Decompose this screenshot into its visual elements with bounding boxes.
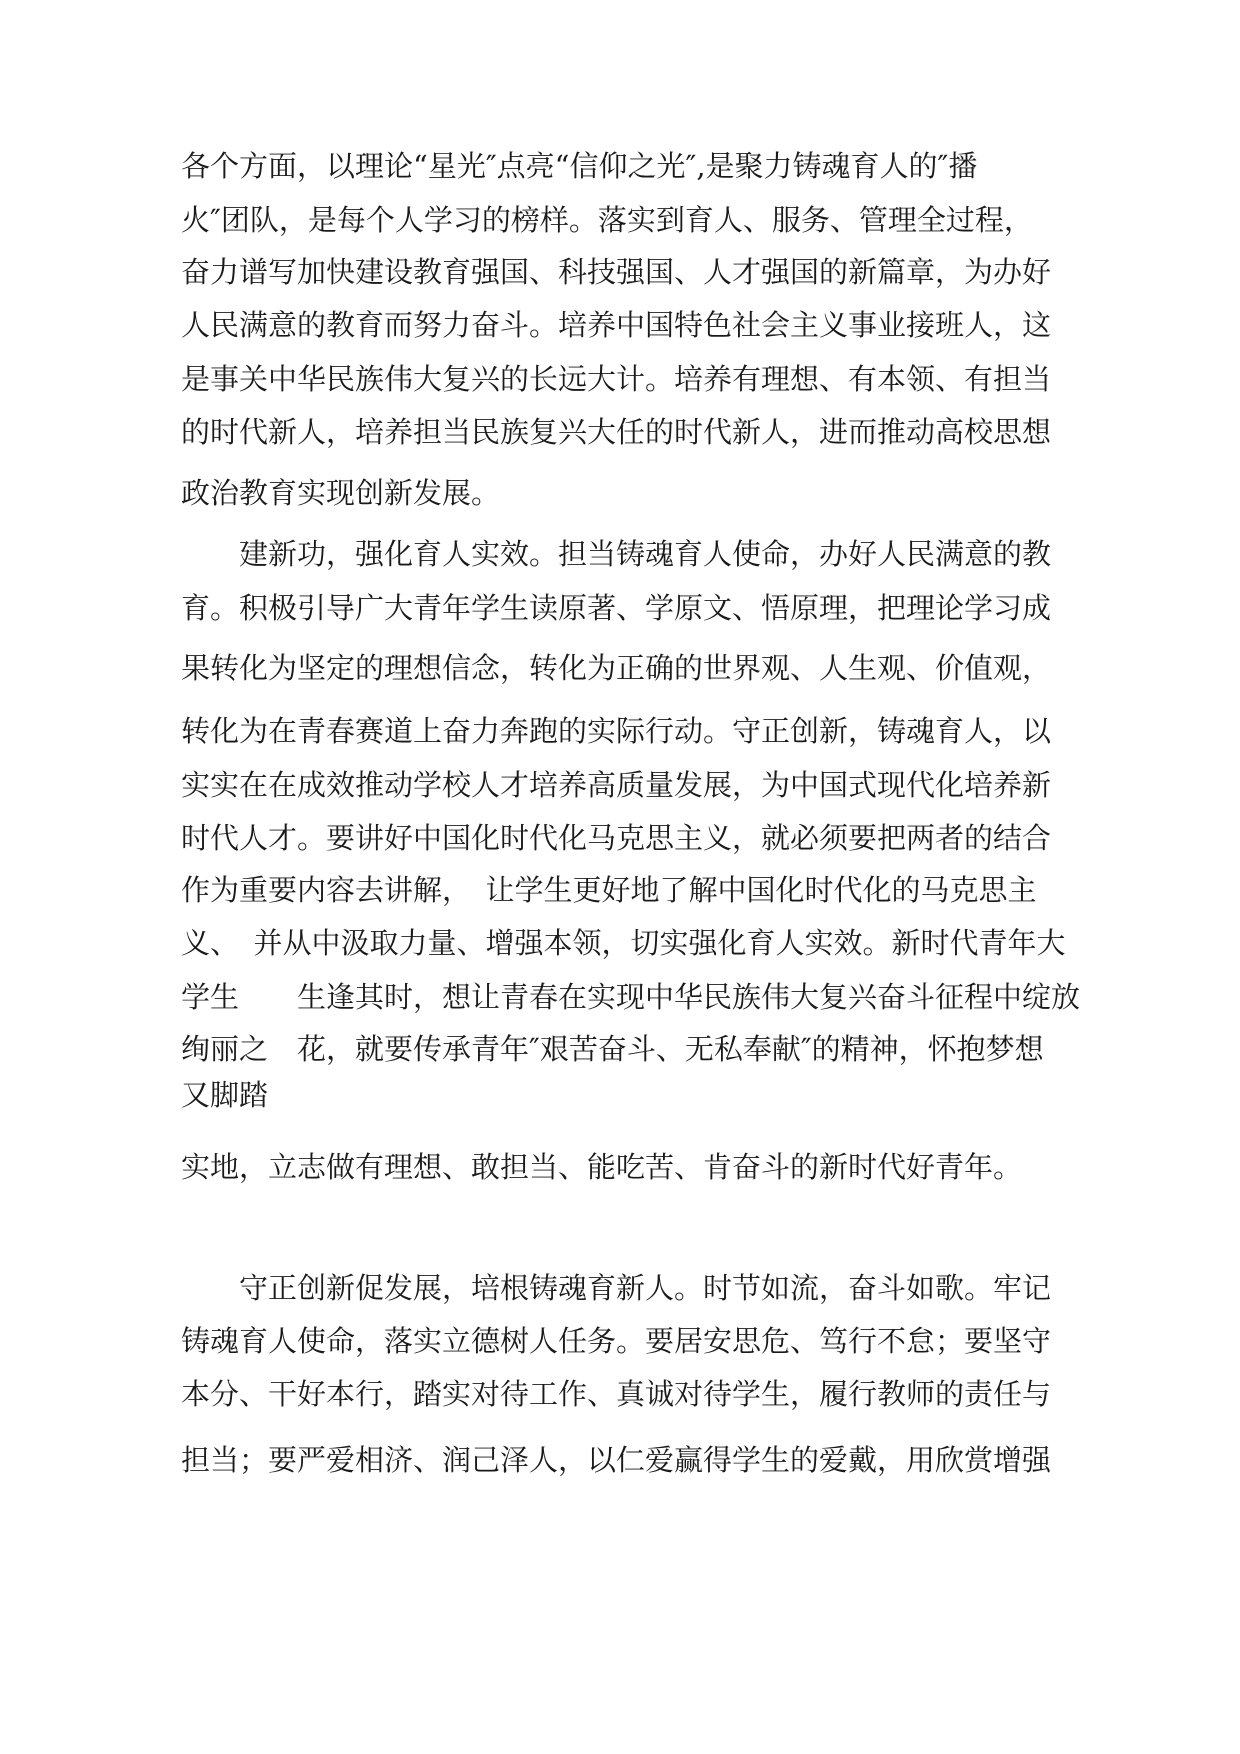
text-line: 实地，立志做有理想、敢担当、能吃苦、肯奋斗的新时代好青年。 <box>181 1150 1023 1184</box>
text-line: 建新功，强化育人实效。担当铸魂育人使命，办好人民满意的教 <box>181 537 1052 571</box>
text-line: 人民满意的教育而努力奋斗。培养中国特色社会主义事业接班人，这 <box>181 308 1052 342</box>
text-line: 实实在在成效推动学校人才培养高质量发展，为中国式现代化培养新 <box>181 768 1052 802</box>
text-line: 绚丽之 花，就要传承青年″艰苦奋斗、无私奉献″的精神，怀抱梦想 <box>181 1032 1044 1066</box>
text-line: 守正创新促发展，培根铸魂育新人。时节如流，奋斗如歌。牢记 <box>181 1271 1052 1305</box>
text-line: 的时代新人，培养担当民族复兴大任的时代新人，进而推动高校思想 <box>181 415 1052 449</box>
text-line: 政治教育实现创新发展。 <box>181 476 501 510</box>
text-line: 学生 生逢其时，想让青春在实现中华民族伟大复兴奋斗征程中绽放 <box>181 980 1081 1014</box>
text-line: 铸魂育人使命，落实立德树人任务。要居安思危、笃行不怠；要坚守 <box>181 1324 1052 1358</box>
text-line: 担当；要严爱相济、润己泽人，以仁爱赢得学生的爱戴，用欣赏增强 <box>181 1443 1052 1477</box>
text-line: 作为重要内容去讲解， 让学生更好地了解中国化时代化的马克思主 <box>181 873 1037 907</box>
text-line: 义、 并从中汲取力量、增强本领，切实强化育人实效。新时代青年大 <box>181 926 1066 960</box>
text-line: 转化为在青春赛道上奋力奔跑的实际行动。守正创新，铸魂育人，以 <box>181 714 1052 748</box>
text-line: 火″团队，是每个人学习的榜样。落实到育人、服务、管理全过程， <box>181 203 1033 237</box>
text-line: 各个方面，以理论“星光″点亮“信仰之光″,是聚力铸魂育人的″播 <box>181 149 978 183</box>
text-line: 时代人才。要讲好中国化时代化马克思主义，就必须要把两者的结合 <box>181 821 1052 855</box>
text-line: 奋力谱写加快建设教育强国、科技强国、人才强国的新篇章，为办好 <box>181 255 1052 289</box>
text-line: 本分、干好本行，踏实对待工作、真诚对待学生，履行教师的责任与 <box>181 1377 1052 1411</box>
text-line: 是事关中华民族伟大复兴的长远大计。培养有理想、有本领、有担当 <box>181 362 1052 396</box>
text-line: 育。积极引导广大青年学生读原著、学原文、悟原理，把理论学习成 <box>181 591 1052 625</box>
text-line: 又脚踏 <box>181 1078 269 1112</box>
text-line: 果转化为坚定的理想信念，转化为正确的世界观、人生观、价值观， <box>181 651 1052 685</box>
